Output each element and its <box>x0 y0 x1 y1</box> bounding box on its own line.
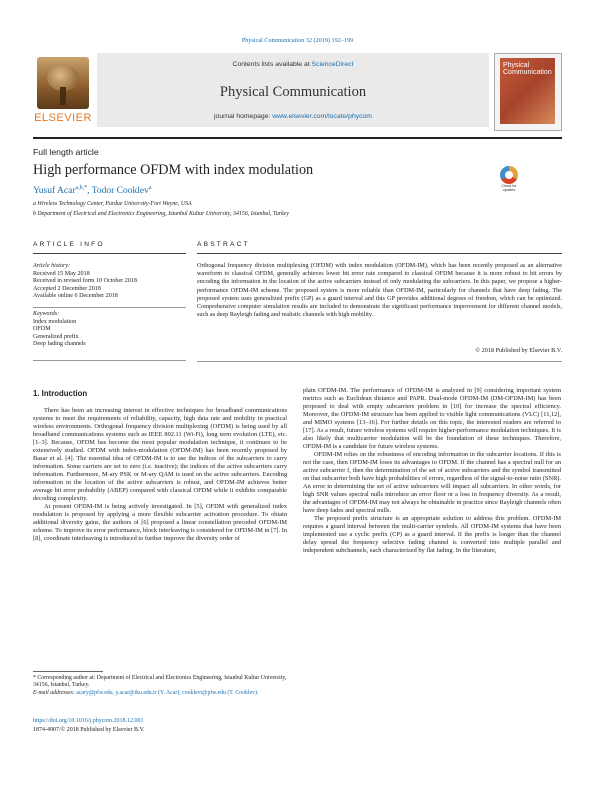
body-paragraph: At present OFDM-IM is being actively investigated. In [5], OFDM with generalized index modulation is proposed by applying a more flexible subcarrier activation procedure. To obtain additional diversity gains, the authors of [6] proposed a linear constellation precoded OFDM-IM scheme. To improve its error performance, block interleaving is considered for OFDM-IM in [7]. In [8], coordinate interleaving is introduced to further improve the diversity order of <box>33 502 287 542</box>
doi-link[interactable]: https://doi.org/10.1016/j.phycom.2018.12.001 <box>33 718 144 724</box>
body-paragraph: OFDM-IM relies on the robustness of encoding information in the subcarrier locations. If this is not the case, then OFDM-IM loses its advantages to OFDM. If the channel has a spectral null for an active subcarrier f, then the determination of the set of active subcarriers and the symbol transmitted on that subcarrier both have high probabilities of errors, regardless of the signal-to-noise ratio (SNR). An error in determining the set of active subcarriers will impact all subcarriers. In other words, for high SNR values spectral nulls introduce an error floor or a loss in frequency diversity. As a result, the advantages of OFDM-IM may not always be obtainable in practice since Rayleigh channels often have deep fades and spectral nulls. <box>303 450 561 514</box>
body-paragraph: The proposed prefix structure is an appropriate solution to address this problem. OFDM-IM requires a guard interval between the multi-carrier symbols. All OFDM-IM systems that have been implemented use a cyclic prefix (CP) as a guard interval. If the prefix is longer than the channel delay spread the frequency selective fading channel is converted into multiple parallel and independent subchannels, each characterized by flat fading. In the literature, <box>303 514 561 554</box>
abstract-text: Orthogonal frequency division multiplexing (OFDM) with index modulation (OFDM-IM), which has been recently proposed as an alternative waveform to classical OFDM, generally achieves lower bit error rate compared to classical OFDM because it is more robust to bit errors by encoding the information in the location of the active subcarriers instead of only modulating the subcarriers. In this paper, we propose a higher-performance OFDM-IM scheme. The proposed system is more reliable than OFDM-IM, particularly for channels that have deep fading. The proposed system uses generalized prefix (GP) as a guard interval and this GP provides additional degrees of freedom, which can be optimized. Comprehensive computer simulation results are included to demonstrate the significant performance improvement for different channel models, such as deep Rayleigh fading and realistic channels with high mobility. <box>197 262 562 319</box>
keywords <box>33 311 186 349</box>
author-affiliation-marks[interactable]: a <box>148 185 152 191</box>
body-column-left <box>33 407 287 543</box>
elsevier-tree-icon <box>37 57 89 109</box>
journal-title: Physical Communication <box>219 84 367 100</box>
keywords-label: Keywords: <box>33 311 60 317</box>
homepage-link[interactable]: www.elsevier.com/locate/phycom <box>272 113 372 120</box>
abstract-copyright: © 2018 Published by Elsevier B.V. <box>475 347 562 354</box>
article-info-heading: ARTICLE INFO <box>33 241 105 248</box>
section-heading-introduction: 1. Introduction <box>33 389 88 398</box>
divider <box>33 360 186 361</box>
cover-title: Physical Communication <box>503 62 552 76</box>
keyword: OFDM <box>33 326 51 332</box>
sciencedirect-link[interactable]: ScienceDirect <box>311 61 354 68</box>
keyword: Generalized prefix <box>33 333 79 340</box>
header-divider <box>33 137 562 139</box>
history-item: Received 15 May 2018 <box>33 270 90 277</box>
footnote-divider <box>33 671 103 672</box>
author-list <box>33 185 152 196</box>
homepage-prefix: journal homepage: <box>214 113 273 120</box>
author-name[interactable]: Yusuf Acar <box>33 186 76 197</box>
divider <box>197 361 562 362</box>
article-type: Full length article <box>33 147 99 157</box>
divider <box>197 253 562 254</box>
abstract-heading: ABSTRACT <box>197 241 250 248</box>
affiliation: b Department of Electrical and Electronics Engineering, Istanbul Kultur University, 34156, Istanbul, Turkey <box>33 211 289 217</box>
affiliation: a Wireless Technology Center, Purdue University-Fort Wayne, USA <box>33 201 192 207</box>
keyword: Deep fading channels <box>33 341 86 347</box>
badge-label: Check for updates <box>501 184 517 192</box>
author-emails[interactable]: acary@pfw.edu, y.acar@iku.edu.tr (Y. Acar), cooklevt@pfw.edu (T. Cooklev). <box>76 689 259 696</box>
footnote <box>33 675 287 697</box>
body-column-right <box>303 387 561 555</box>
footnote-text: Corresponding author at: Department of Electrical and Electronics Engineering, Istanbul Kultur University, 34156, Istanbul, Turkey. <box>33 675 287 689</box>
history-label: Article history: <box>33 263 71 269</box>
journal-reference[interactable]: Physical Communication 32 (2019) 192–199 <box>241 37 354 44</box>
check-for-updates-badge[interactable] <box>497 166 521 196</box>
footnote-mark: * <box>33 675 36 681</box>
contents-prefix: Contents lists available at <box>232 61 312 68</box>
journal-cover-thumbnail[interactable] <box>494 53 562 131</box>
journal-banner <box>97 53 489 127</box>
author-separator: , <box>87 186 92 197</box>
issn-copyright: 1874-4907/© 2018 Published by Elsevier B.V. <box>33 727 145 733</box>
body-paragraph: plain OFDM-IM. The performance of OFDM-IM is analyzed in [9] considering important system metrics such as Euclidean distance and PAPR. Dual-mode OFDM-IM (DM-OFDM-IM) has been proposed to deal with empty subcarriers problem in [10] for increase the spectral efficiency. Moreover, the OFDM-IM structure has been applied to visible light communications (VLC) [11,12], and MIMO systems [13–16]. For further details on this topic, the interested readers are referred to [17]. As a result, future wireless systems will require higher-performance modulation techniques. It is also likely that multicarrier modulation will be the foundation of these techniques. Therefore, OFDM-IM is a candidate for future wireless systems. <box>303 387 561 450</box>
history-item: Available online 6 December 2018 <box>33 293 118 299</box>
homepage-line <box>97 113 489 120</box>
publisher-word: ELSEVIER <box>34 112 92 124</box>
elsevier-logo[interactable] <box>33 53 93 127</box>
journal-header <box>33 53 562 131</box>
history-item: Received in revised form 10 October 2018 <box>33 278 137 284</box>
update-check-icon <box>500 166 518 184</box>
contents-line <box>97 61 489 68</box>
divider <box>33 253 186 254</box>
divider <box>33 307 186 308</box>
article-history <box>33 263 186 301</box>
history-item: Accepted 2 December 2018 <box>33 285 101 292</box>
keyword: Index modulation <box>33 318 77 325</box>
paper-title: High performance OFDM with index modulation <box>33 162 314 178</box>
author-name[interactable]: Todor Cooklev <box>91 186 149 197</box>
body-paragraph: There has been an increasing interest in effective techniques for broadband communications systems to meet the requirements of reliability, capacity, high data rate and mobility in practical wireless environments. Orthogonal frequency division multiplexing (OFDM) is being used by all broadband communications systems such as IEEE 802.11 (Wi-Fi), long term evolution (LTE), etc. [1–3]. Because, OFDM has become the most popular modulation technique, it continues to be extensively studied. OFDM with index-modulation (OFDM-IM) has been recently proposed by Basar et al. [4]. The essential idea of OFDM-IM is to use the indices of the subcarriers to carry information. Some carriers are set to zero (i.e. inactive); the indices of the active subcarriers carry information. Furthermore, M-ary PSK or M-ary QAM is used on the active subcarriers. Encoding information in the location of the active subcarriers is robust, and OFDM-IM achieves better average bit error probability (ABEP) compared with classical OFDM while it exhibits comparable decoding complexity. <box>33 407 287 502</box>
author-affiliation-marks[interactable]: a,b,* <box>75 185 88 191</box>
email-label: E-mail addresses: <box>33 689 75 696</box>
